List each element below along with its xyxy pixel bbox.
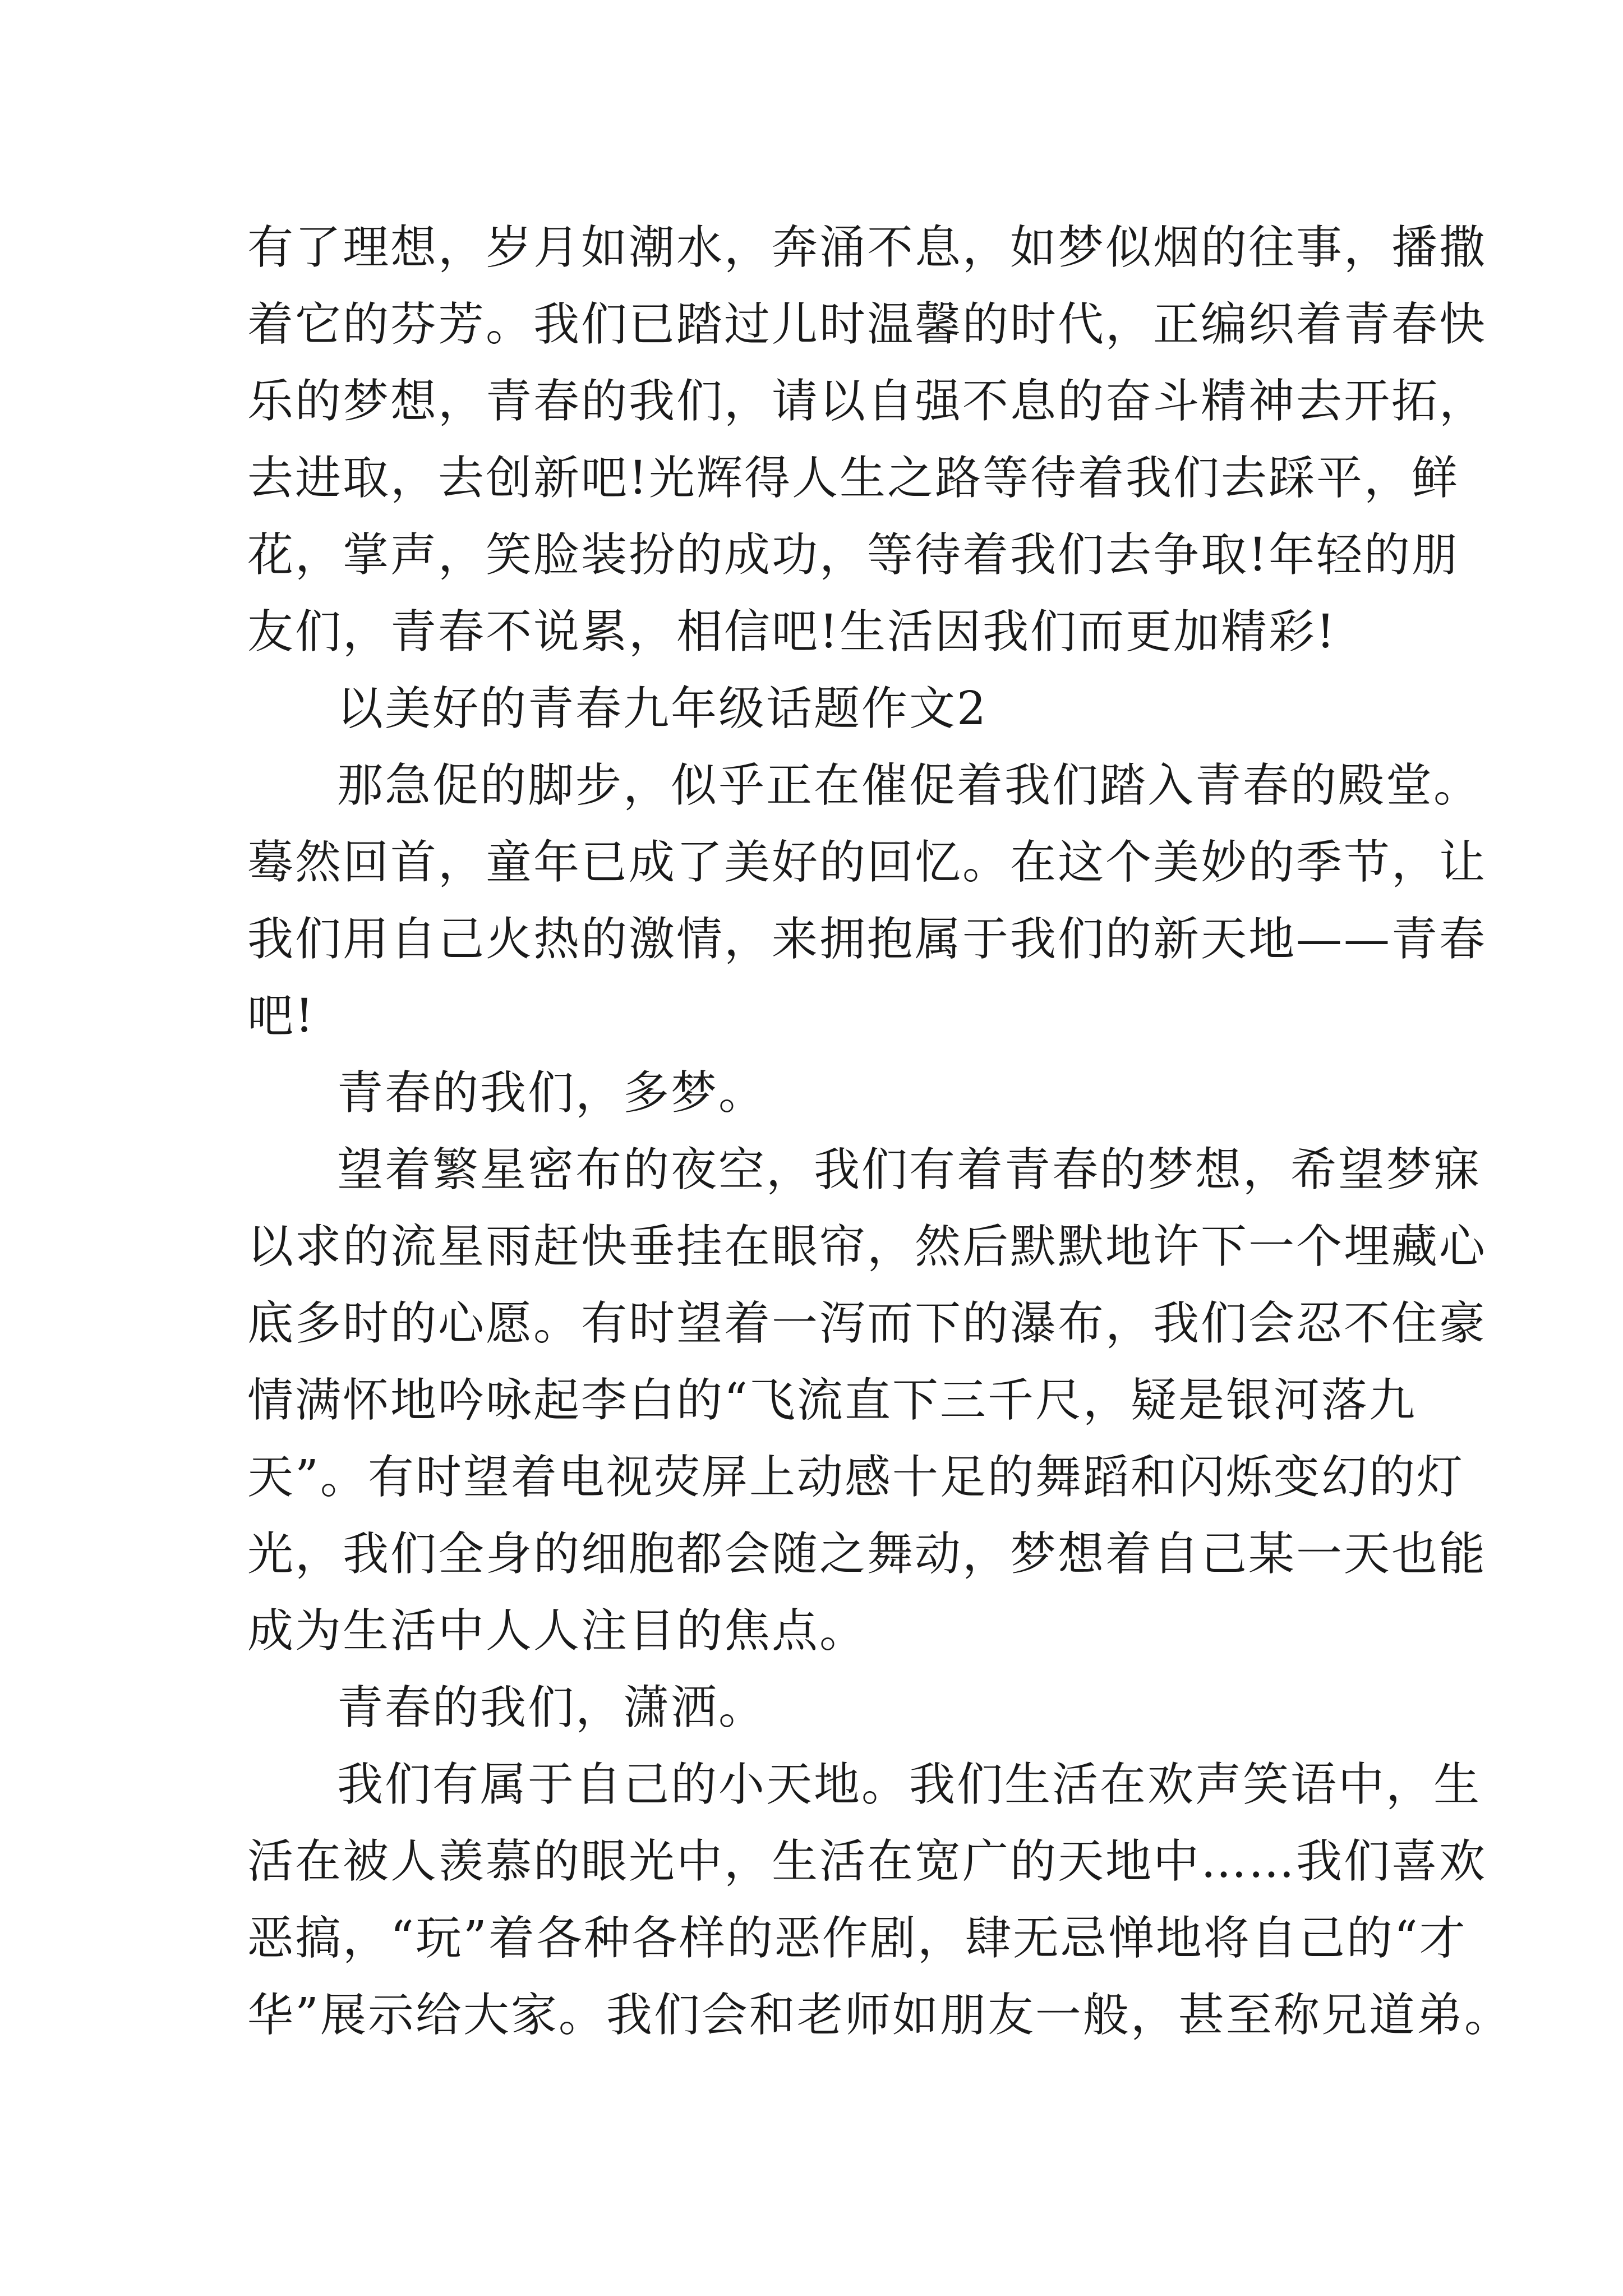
text-line: 青春的我们，潇洒。	[337, 1681, 767, 1734]
text-line: 恶搞，“玩”着各种各样的恶作剧，肆无忌惮地将自己的“才	[247, 1912, 1467, 1965]
text-line: 吧!	[247, 990, 315, 1043]
text-line: 那急促的脚步，似乎正在催促着我们踏入青春的殿堂。	[337, 759, 1482, 812]
text-line: 我们用自己火热的激情，来拥抱属于我们的新天地——青春	[247, 913, 1487, 966]
text-line: 底多时的心愿。有时望着一泻而下的瀑布，我们会忍不住豪	[247, 1297, 1487, 1350]
text-line: 活在被人羡慕的眼光中，生活在宽广的天地中……我们喜欢	[247, 1835, 1487, 1888]
text-line: 友们，青春不说累，相信吧!生活因我们而更加精彩!	[247, 605, 1336, 659]
text-line: 去进取，去创新吧!光辉得人生之路等待着我们去踩平，鲜	[247, 452, 1459, 505]
text-line: 乐的梦想，青春的我们，请以自强不息的奋斗精神去开拓，	[247, 375, 1487, 428]
text-line: 成为生活中人人注目的焦点。	[247, 1604, 868, 1658]
text-line: 花，掌声，笑脸装扮的成功，等待着我们去争取!年轻的朋	[247, 528, 1459, 582]
text-line: 情满怀地吟咏起李白的“飞流直下三千尺，疑是银河落九	[247, 1374, 1417, 1427]
text-line: 我们有属于自己的小天地。我们生活在欢声笑语中，生	[337, 1758, 1482, 1811]
text-line: 蓦然回首，童年已成了美好的回忆。在这个美妙的季节，让	[247, 836, 1487, 889]
text-line: 有了理想，岁月如潮水，奔涌不息，如梦似烟的往事，播撒	[247, 221, 1487, 274]
text-line: 望着繁星密布的夜空，我们有着青春的梦想，希望梦寐	[337, 1143, 1482, 1197]
text-line: 华”展示给大家。我们会和老师如朋友一般，甚至称兄道弟。	[247, 1989, 1512, 2042]
text-line: 青春的我们，多梦。	[337, 1066, 767, 1120]
text-line: 以求的流星雨赶快垂挂在眼帘，然后默默地许下一个埋藏心	[247, 1220, 1487, 1273]
text-line: 着它的芬芳。我们已踏过儿时温馨的时代，正编织着青春快	[247, 298, 1487, 351]
text-line: 光，我们全身的细胞都会随之舞动，梦想着自己某一天也能	[247, 1527, 1487, 1581]
text-line: 天”。有时望着电视荧屏上动感十足的舞蹈和闪烁变幻的灯	[247, 1451, 1464, 1504]
section-heading: 以美好的青春九年级话题作文2	[337, 682, 988, 735]
